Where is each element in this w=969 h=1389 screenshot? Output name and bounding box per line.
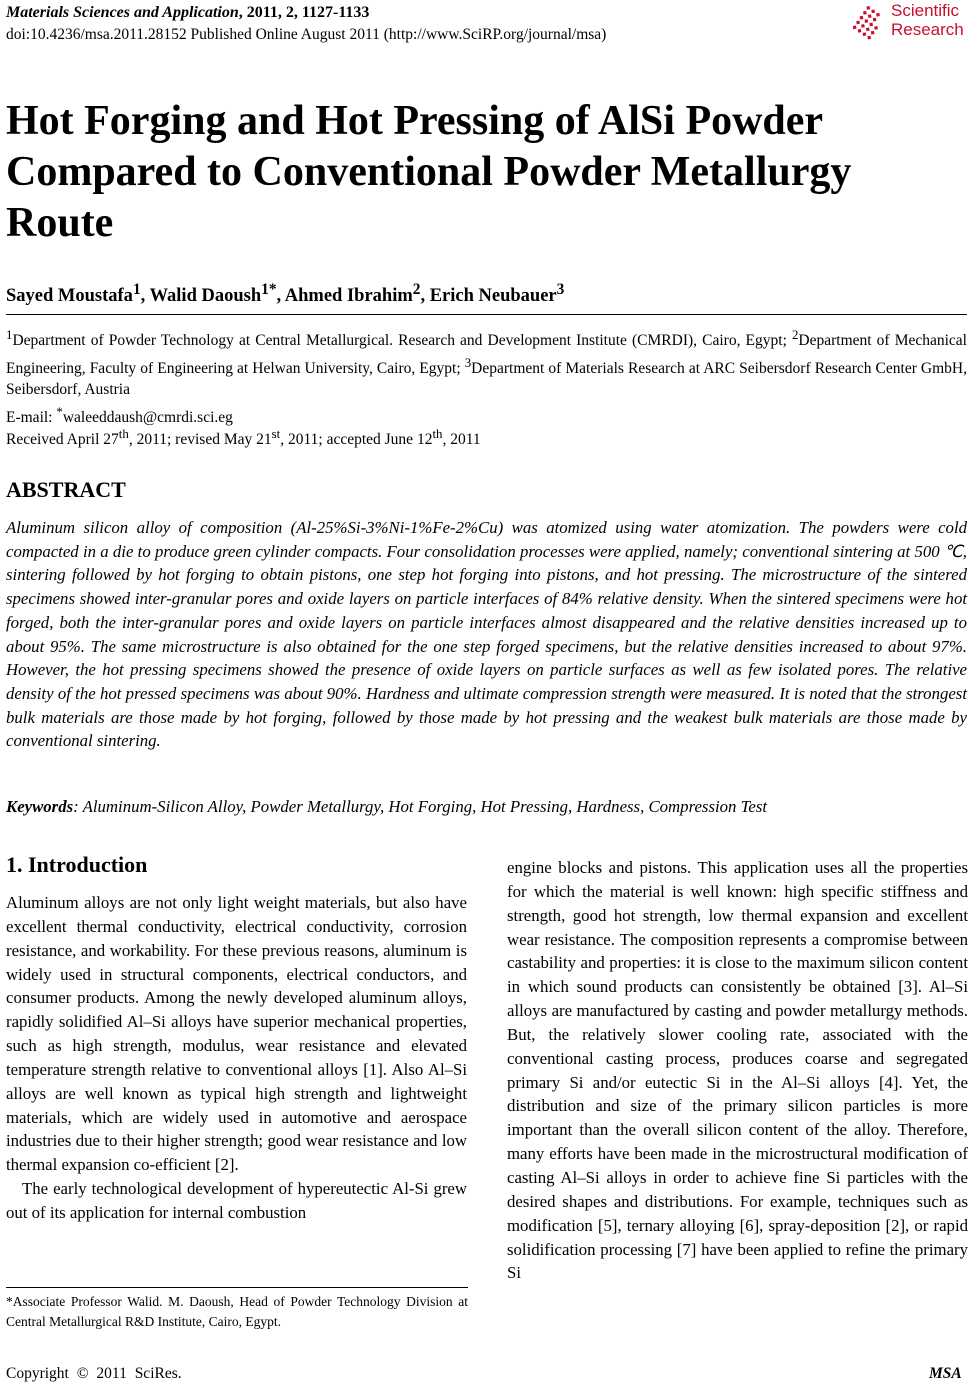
email-label: E-mail: bbox=[6, 408, 57, 426]
logo-wordmark bbox=[891, 1, 964, 39]
ordinal-suffix: th bbox=[432, 426, 443, 441]
logo-line-2: Research bbox=[891, 20, 964, 39]
keywords-label: Keywords bbox=[6, 797, 74, 816]
journal-name: Materials Sciences and Application bbox=[6, 4, 239, 21]
keywords bbox=[6, 797, 767, 817]
author-affil-mark: 2 bbox=[412, 281, 421, 298]
journal-citation bbox=[6, 3, 369, 23]
intro-paragraph-2: The early technological development of hypereutectic Al-Si grew out of its application for internal combustion bbox=[6, 1179, 467, 1222]
received-date: Received April 27 bbox=[6, 431, 119, 449]
affiliations bbox=[6, 324, 967, 428]
author-rule bbox=[6, 314, 967, 315]
author-affil-mark: 1 bbox=[132, 281, 141, 298]
abstract-text: Aluminum silicon alloy of composition (Al-25%Si-3%Ni-1%Fe-2%Cu) was atomized using water atomization. The powders were cold compacted in a die to produce green cylinder compacts. Four consolidation processes were applied, namely; conventional sintering at 500 ℃, sintering followed by hot forging to obtain pistons, one step hot forging into pistons, and hot pressing. The microstructure of the sintered specimens showed inter-granular pores and oxide layers on particle interfaces of 84% relative density. When the sintered specimens were hot forged, both the inter-granular pores and oxide layers on particle interfaces almost disappeared and the relative densities increased up to about 95%. The same microstructure is also obtained for the one step forged specimens, but the relative densities increased to about 97%. However, the hot pressing specimens showed the presence of oxide layers on particle surfaces as well as few isolated pores. The relative density of the hot pressed specimens was about 90%. Hardness and ultimate compression strength were measured. It is noted that the strongest bulk materials are those made by hot forging, followed by those made by hot pressing and the weakest bulk materials are those made by conventional sintering. bbox=[6, 518, 967, 751]
affil-mark: 2 bbox=[791, 327, 799, 342]
author: Erich Neubauer bbox=[429, 286, 557, 307]
author-separator: , bbox=[276, 286, 285, 307]
corresponding-author-footnote: *Associate Professor Walid. M. Daoush, Head of Powder Technology Division at Central Metallurgical R&D Institute, Cairo, Egypt. bbox=[6, 1294, 468, 1329]
author-separator: , bbox=[140, 286, 150, 307]
paper-title: Hot Forging and Hot Pressing of AlSi Powder Compared to Conventional Powder Metallurgy Route bbox=[6, 98, 852, 246]
year: , 2011 bbox=[442, 431, 481, 449]
copyright-footer: Copyright © 2011 SciRes. bbox=[6, 1365, 182, 1382]
affil-mark: 1 bbox=[6, 327, 13, 342]
keywords-list: : Aluminum-Silicon Alloy, Powder Metallurgy, Hot Forging, Hot Pressing, Hardness, Compression Test bbox=[73, 797, 768, 816]
logo-mark-icon bbox=[850, 0, 890, 44]
intro-paragraph-1: Aluminum alloys are not only light weight materials, but also have excellent thermal conductivity, electrical conductivity, corrosion resistance, and workability. For these previous reasons, aluminum is widely used in structural components, electrical conductors, and consumer products. Among the newly developed aluminum alloys, rapidly solidified Al–Si alloys have superior mechanical properties, such as high strength, modulus, wear resistance and elevated temperature strength relative to conventional alloys [1]. Also Al–Si alloys are well known as typical high strength and lightweight materials, which are widely used in automotive and aerospace industries due to their higher strength; good wear resistance and low thermal expansion co-efficient [2]. bbox=[6, 893, 467, 1175]
footnote-rule bbox=[6, 1287, 468, 1288]
journal-volume: , 2011, 2, 1127-1133 bbox=[238, 4, 370, 21]
doi-line: doi:10.4236/msa.2011.28152 Published Online August 2011 (http://www.SciRP.org/journal/msa) bbox=[6, 26, 607, 43]
left-column bbox=[6, 891, 467, 1225]
ordinal-suffix: th bbox=[118, 426, 129, 441]
affiliation-2: Department of Mechanical Engineering, Faculty of Engineering at Helwan University, Cairo, Egypt; bbox=[6, 332, 967, 377]
logo-line-1: Scientific bbox=[891, 1, 960, 20]
author: Sayed Moustafa bbox=[6, 286, 133, 307]
revised-date: , 2011; revised May 21 bbox=[128, 431, 272, 449]
affil-mark: 3 bbox=[464, 354, 472, 370]
author-affil-mark: 3 bbox=[556, 281, 565, 298]
section-heading-introduction: 1. Introduction bbox=[6, 852, 148, 877]
publisher-logo bbox=[850, 0, 969, 44]
right-column bbox=[507, 856, 968, 1285]
author: Ahmed Ibrahim bbox=[284, 286, 413, 307]
abstract-heading: ABSTRACT bbox=[6, 477, 126, 502]
author-list bbox=[6, 281, 564, 307]
author: Walid Daoush bbox=[149, 286, 262, 307]
author-separator: , bbox=[420, 286, 430, 307]
author-affil-mark: 1* bbox=[261, 281, 277, 298]
journal-abbrev-footer: MSA bbox=[929, 1365, 962, 1382]
received-dates bbox=[6, 426, 481, 449]
affiliation-3: Department of Materials Research at ARC Seibersdorf Research Center GmbH, Seibersdorf, Austria bbox=[6, 359, 968, 399]
intro-paragraph-3: engine blocks and pistons. This application uses all the properties for which the material is well known: high specific stiffness and strength, good hot strength, low thermal expansion and excellent wear resistance. The composition represents a compromise between castability and properties: it is close to the maximum silicon content in which sound products can consistently be obtained [3]. Al–Si alloys are manufactured by casting and powder metallurgy methods. But, the relatively slower cooling rate, associated with the conventional casting process, produces coarse and segregated primary Si and/or eutectic Si in the Al–Si alloys [4]. Yet, the distribution and size of the primary silicon particles is more important than the overall silicon content of the alloy. Therefore, many efforts have been made in the microstructural modification of casting Al–Si alloys in order to achieve fine Si particles with the desired shapes and distributions. For example, techniques such as modification [5], ternary alloying [6], spray-deposition [2], or rapid solidification processing [7] have been applied to refine the primary Si bbox=[507, 858, 968, 1283]
email-mark: * bbox=[56, 403, 63, 419]
author-email[interactable]: waleeddaush@cmrdi.sci.eg bbox=[62, 408, 233, 426]
accepted-date: , 2011; accepted June 12 bbox=[280, 431, 433, 449]
affiliation-1: Department of Powder Technology at Central Metallurgical. Research and Development Institute (CMRDI), Cairo, Egypt; bbox=[12, 332, 792, 350]
ordinal-suffix: st bbox=[271, 426, 281, 441]
